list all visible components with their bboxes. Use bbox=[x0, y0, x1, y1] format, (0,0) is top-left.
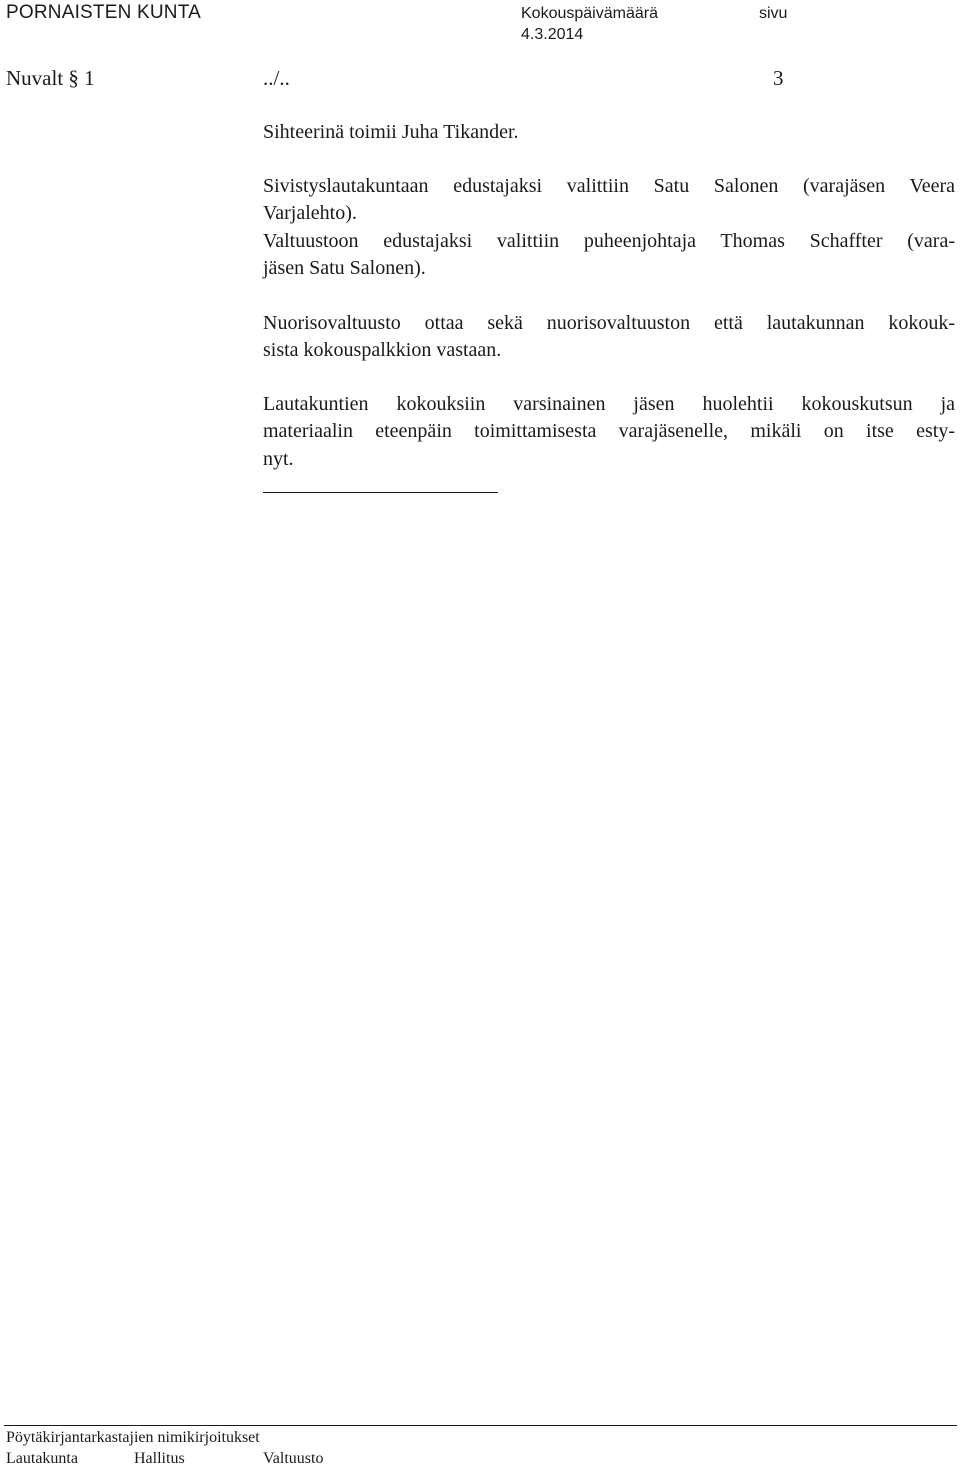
footer-board-label: Hallitus bbox=[134, 1450, 185, 1467]
footer-committee-label: Lautakunta bbox=[6, 1450, 78, 1467]
paragraph-line: Nuorisovaltuusto ottaa sekä nuorisovaltuuston että lautakunnan kokouk- bbox=[263, 312, 955, 334]
organization-name: PORNAISTEN KUNTA bbox=[6, 2, 201, 23]
paragraph-line: Varjalehto). bbox=[263, 202, 357, 225]
paragraph-secretary bbox=[263, 119, 955, 146]
footer-signatures-title: Pöytäkirjantarkastajien nimikirjoitukset bbox=[6, 1429, 260, 1446]
paragraph-line: materiaalin eteenpäin toimittamisesta varajäsenelle, mikäli on itse esty- bbox=[263, 420, 955, 443]
paragraph-line: Sivistyslautakuntaan edustajaksi valittiin Satu Salonen (varajäsen Veera bbox=[263, 175, 955, 197]
paragraph-substitute bbox=[263, 391, 955, 473]
continuation-marker: ../.. bbox=[263, 66, 290, 90]
section-reference: Nuvalt § 1 bbox=[6, 66, 95, 90]
meeting-date-value: 4.3.2014 bbox=[521, 26, 584, 43]
footer-council-label: Valtuusto bbox=[263, 1450, 324, 1467]
paragraph-line: Sihteerinä toimii Juha Tikander. bbox=[263, 121, 519, 143]
page-number: 3 bbox=[773, 66, 784, 90]
footer-divider bbox=[4, 1425, 957, 1426]
paragraph-youth-council bbox=[263, 310, 955, 365]
section-end-rule bbox=[263, 492, 498, 493]
paragraph-line: nyt. bbox=[263, 447, 294, 470]
paragraph-line: Lautakuntien kokouksiin varsinainen jäsen huolehtii kokouskutsun ja bbox=[263, 393, 955, 415]
meeting-date-label: Kokouspäivämäärä bbox=[521, 5, 658, 22]
paragraph-line: jäsen Satu Salonen). bbox=[263, 256, 426, 279]
page-label: sivu bbox=[759, 5, 788, 22]
paragraph-appointments bbox=[263, 173, 955, 282]
paragraph-line: sista kokouspalkkion vastaan. bbox=[263, 339, 502, 362]
paragraph-line: Valtuustoon edustajaksi valittiin puheenjohtaja Thomas Schaffter (vara- bbox=[263, 229, 955, 252]
